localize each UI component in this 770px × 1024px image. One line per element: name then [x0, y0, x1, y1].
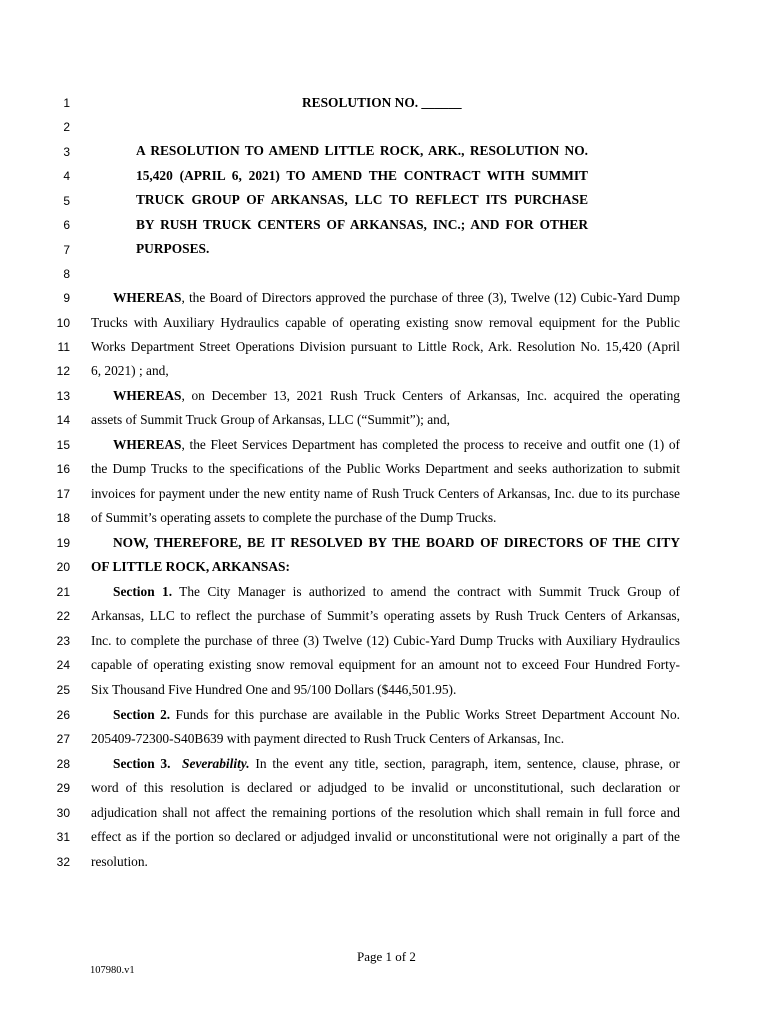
paragraph-line: NOW, THEREFORE, BE IT RESOLVED BY THE BOARD OF DIRECTORS OF THE CITY: [113, 535, 680, 550]
line-number: 30: [56, 806, 70, 820]
line-number: 26: [56, 708, 70, 722]
line-number: 29: [56, 781, 70, 795]
line-number: 21: [56, 585, 70, 599]
line-number: 8: [63, 267, 70, 281]
document-id: 107980.v1: [90, 965, 135, 976]
page-number: Page 1 of 2: [357, 949, 416, 964]
paragraph-line: [113, 290, 680, 306]
paragraph-line: 6, 2021) ; and,: [91, 363, 169, 378]
heading-line: TRUCK GROUP OF ARKANSAS, LLC TO REFLECT ITS PURCHASE: [136, 192, 588, 207]
paragraph-line: OF LITTLE ROCK, ARKANSAS:: [91, 559, 290, 574]
paragraph-line: [113, 584, 680, 600]
line-number: 15: [56, 438, 70, 452]
heading-line: 15,420 (APRIL 6, 2021) TO AMEND THE CONTRACT WITH SUMMIT: [136, 168, 588, 183]
line-number: 17: [56, 487, 70, 501]
paragraph-text: Funds for this purchase are available in the Public Works Street Department Account No.: [170, 707, 681, 722]
paragraph-line: adjudication shall not affect the remaining portions of the resolution which shall remain in full force and: [91, 805, 680, 820]
line-number: 16: [56, 462, 70, 476]
line-number: 28: [56, 757, 70, 771]
line-number: 4: [63, 169, 70, 183]
heading-line: A RESOLUTION TO AMEND LITTLE ROCK, ARK., RESOLUTION NO.: [136, 143, 588, 158]
paragraph-line: resolution.: [91, 854, 148, 869]
paragraph-line: of Summit’s operating assets to complete the purchase of the Dump Trucks.: [91, 510, 497, 525]
heading-line: BY RUSH TRUCK CENTERS OF ARKANSAS, INC.; AND FOR OTHER: [136, 217, 588, 232]
paragraph-line: word of this resolution is declared or adjudged to be invalid or unconstitutional, such declaration or: [91, 780, 680, 795]
paragraph-line: Works Department Street Operations Division pursuant to Little Rock, Ark. Resolution No. 15,420 (April: [91, 339, 680, 354]
paragraph-line: Inc. to complete the purchase of three (3) Twelve (12) Cubic-Yard Dump Trucks with Auxiliary Hydraulics: [91, 633, 680, 648]
line-number: 23: [56, 634, 70, 648]
line-number: 18: [56, 511, 70, 525]
line-number: 22: [56, 609, 70, 623]
paragraph-line: Six Thousand Five Hundred One and 95/100 Dollars ($446,501.95).: [91, 682, 457, 697]
paragraph-text: The City Manager is authorized to amend the contract with Summit Truck Group of: [172, 584, 680, 599]
paragraph-line: assets of Summit Truck Group of Arkansas, LLC (“Summit”); and,: [91, 412, 450, 427]
line-number: 7: [63, 243, 70, 257]
paragraph-line: [113, 707, 680, 723]
paragraph-line: [113, 388, 680, 404]
line-number: 14: [56, 413, 70, 427]
line-number: 10: [56, 316, 70, 330]
line-number: 32: [56, 855, 70, 869]
whereas-label: WHEREAS: [113, 290, 182, 305]
paragraph-line: 205409-72300-S40B639 with payment directed to Rush Truck Centers of Arkansas, Inc.: [91, 731, 565, 746]
paragraph-line: Trucks with Auxiliary Hydraulics capable of operating existing snow removal equipment for the Public: [91, 315, 680, 330]
line-number: 20: [56, 560, 70, 574]
paragraph-text: In the event any title, section, paragraph, item, sentence, clause, phrase, or: [249, 756, 680, 771]
paragraph-line: capable of operating existing snow removal equipment for an amount not to exceed Four Hundred Forty-: [91, 657, 680, 672]
line-number: 2: [63, 120, 70, 134]
paragraph-line: effect as if the portion so declared or adjudged invalid or unconstitutional were not originally a part of the: [91, 829, 680, 844]
section-label: Section 2.: [113, 707, 171, 722]
paragraph-text: , the Fleet Services Department has completed the process to receive and outfit one (1) of: [181, 437, 680, 452]
line-number: 27: [56, 732, 70, 746]
line-number: 3: [63, 145, 70, 159]
line-number: 12: [56, 364, 70, 378]
line-number: 11: [57, 340, 70, 354]
paragraph-line: [113, 437, 680, 453]
line-number: 31: [56, 830, 70, 844]
line-number: 1: [63, 96, 70, 110]
line-number: 25: [56, 683, 70, 697]
paragraph-line: invoices for payment under the new entity name of Rush Truck Centers of Arkansas, Inc. due to its purchase: [91, 486, 680, 501]
section-subtitle: Severability.: [182, 756, 250, 771]
paragraph-line: [113, 756, 680, 772]
line-number: 5: [63, 194, 70, 208]
line-number: 19: [56, 536, 70, 550]
line-number: 6: [63, 218, 70, 232]
whereas-label: WHEREAS: [113, 388, 182, 403]
line-number: 13: [56, 389, 70, 403]
paragraph-text: , on December 13, 2021 Rush Truck Centers of Arkansas, Inc. acquired the operating: [181, 388, 680, 403]
paragraph-text: , the Board of Directors approved the purchase of three (3), Twelve (12) Cubic-Yard Dump: [181, 290, 680, 305]
line-number: 9: [63, 291, 70, 305]
resolution-title: RESOLUTION NO. ______: [302, 95, 462, 110]
line-number: 24: [56, 658, 70, 672]
paragraph-line: Arkansas, LLC to reflect the purchase of Summit’s operating assets by Rush Truck Centers of Arkansas,: [91, 608, 680, 623]
whereas-label: WHEREAS: [113, 437, 182, 452]
paragraph-line: the Dump Trucks to the specifications of the Public Works Department and seeks authorization to submit: [91, 461, 680, 476]
section-label: Section 3.: [113, 756, 171, 771]
section-label: Section 1.: [113, 584, 173, 599]
heading-line: PURPOSES.: [136, 241, 210, 256]
